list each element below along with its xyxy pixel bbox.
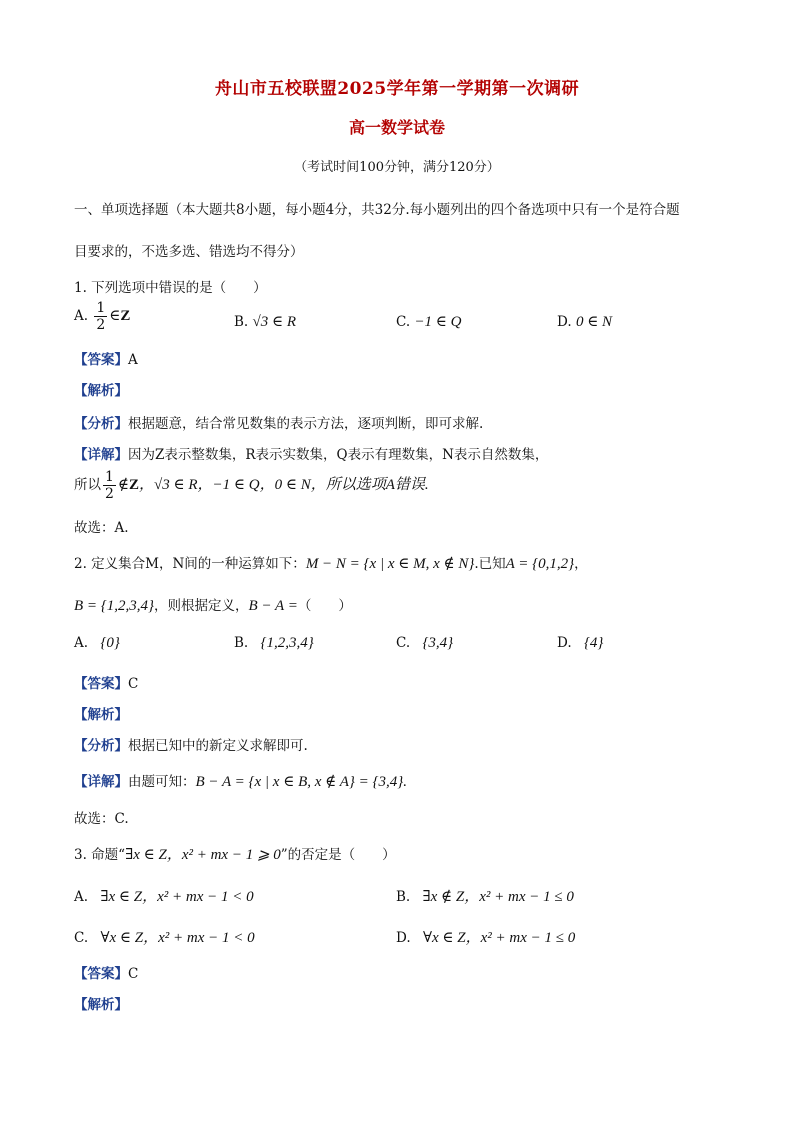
section-instructions-line1: 一、单项选择题（本大题共8小题，每小题4分，共32分.每小题列出的四个备选项中只有一个是符合题 <box>74 202 680 218</box>
exam-note: （考试时间100分钟，满分120分） <box>294 160 500 175</box>
q2-option-b-label: B. <box>234 635 249 651</box>
q3-option-b-formula: ∃x ∉ Z，x² + mx − 1 ≤ 0 <box>422 889 574 905</box>
q3-option-a-formula: ∃x ∈ Z，x² + mx − 1 < 0 <box>100 889 254 905</box>
q2-option-d-formula: {4} <box>583 635 604 651</box>
q2-option-a-formula: {0} <box>100 635 120 651</box>
q1-option-d <box>557 312 612 331</box>
q2-option-c-formula: {3,4} <box>422 635 454 651</box>
fenxi-label: 【分析】 <box>74 416 128 432</box>
q3-option-c-formula: ∀x ∈ Z，x² + mx − 1 < 0 <box>100 930 255 946</box>
q2-stem-formula2: A = {0,1,2} <box>505 556 575 572</box>
q3-option-a-label: A. <box>74 889 89 905</box>
q1-option-a: A. $\frac{1}{2}$ ∈Z <box>74 300 131 333</box>
fraction-one-half: $\frac{1}{2}$ <box>96 300 106 333</box>
q1-option-b-formula: √3 ∈ R <box>252 314 297 330</box>
q2-stem <box>74 552 588 573</box>
q1-option-a-label: A. <box>74 308 89 324</box>
section-instructions-line2: 目要求的，不选多选、错选均不得分） <box>74 244 304 260</box>
q1-detail <box>74 443 548 463</box>
exam-subtitle: 高一数学试卷 <box>348 118 445 137</box>
q2-option-a <box>74 635 120 652</box>
q3-option-a <box>74 885 254 906</box>
fraction-one-half: $\frac{1}{2}$ <box>105 469 114 502</box>
q2-detail-formula: B − A = {x | x ∈ B, x ∉ A} = {3,4}. <box>195 774 408 790</box>
q3-option-d-label: D. <box>396 930 411 946</box>
q2-stem-end: ， <box>574 556 588 572</box>
answer-label: 【答案】 <box>74 966 128 982</box>
q2-option-c <box>396 635 453 652</box>
detail-label: 【详解】 <box>74 774 128 790</box>
q3-option-d <box>396 926 575 947</box>
q2-option-b <box>234 635 314 652</box>
exam-title: 舟山市五校联盟2025学年第一学期第一次调研 <box>214 79 580 99</box>
q1-answer-value: A <box>128 352 138 368</box>
q3-stem-text: 3. 命题“ <box>74 847 126 863</box>
q3-option-c-label: C. <box>74 930 89 946</box>
q2-detail <box>74 770 407 791</box>
q2-answer-value: C <box>128 676 139 692</box>
q3-stem <box>74 843 396 864</box>
q1-option-c <box>396 312 462 331</box>
q2-stem-text: 2. 定义集合M，N间的一种运算如下： <box>74 556 306 572</box>
q2-fenxi <box>74 734 308 754</box>
q1-option-c-formula: −1 ∈ Q <box>414 314 462 330</box>
q2-stem-middle: .已知 <box>474 556 506 572</box>
q1-stem: 1. 下列选项中错误的是（ ） <box>74 280 267 296</box>
q1-option-c-label: C. <box>396 314 411 330</box>
q2-analysis-label: 【解析】 <box>74 707 128 723</box>
q2-option-d <box>557 635 603 652</box>
answer-label: 【答案】 <box>74 352 128 368</box>
q1-option-d-formula: 0 ∈ N <box>575 314 613 330</box>
fenxi-label: 【分析】 <box>74 738 128 754</box>
q3-option-d-formula: ∀x ∈ Z，x² + mx − 1 ≤ 0 <box>422 930 576 946</box>
q3-option-b <box>396 885 574 906</box>
q2-line2-text: ，则根据定义， <box>154 598 249 614</box>
q1-analysis-label: 【解析】 <box>74 383 128 399</box>
q3-stem-end: ”的否定是（ ） <box>280 847 396 863</box>
q2-line2-end: （ ） <box>297 598 352 614</box>
q2-detail-prefix: 由题可知： <box>128 774 196 790</box>
q2-option-a-label: A. <box>74 635 89 651</box>
q1-option-b <box>234 312 296 331</box>
q3-analysis-label: 【解析】 <box>74 997 128 1013</box>
q1-detail-line2-rest: ，√3 ∈ R，−1 ∈ Q，0 ∈ N，所以选项A错误. <box>139 477 429 493</box>
q2-stem-line2 <box>74 594 352 615</box>
q1-answer <box>74 348 138 368</box>
q3-option-b-label: B. <box>396 889 411 905</box>
q1-option-d-label: D. <box>557 314 572 330</box>
q2-choose: 故选：C. <box>74 811 129 827</box>
q1-detail-line2: 所以 $\frac{1}{2}$ ∉Z，√3 ∈ R，−1 ∈ Q，0 ∈ N，所以选项A错误. <box>74 469 429 502</box>
q3-stem-formula: ∃x ∈ Z，x² + mx − 1 ⩾ 0 <box>125 847 281 863</box>
q2-line2-formula2: B − A = <box>248 598 298 614</box>
q2-answer <box>74 672 138 692</box>
q3-option-c <box>74 926 255 947</box>
detail-label: 【详解】 <box>74 447 128 463</box>
q2-line2-formula: B = {1,2,3,4} <box>74 598 155 614</box>
answer-label: 【答案】 <box>74 676 128 692</box>
q1-detail-text: 因为Z表示整数集，R表示实数集，Q表示有理数集，N表示自然数集， <box>128 447 549 463</box>
q2-option-d-label: D. <box>557 635 572 651</box>
q1-fenxi-text: 根据题意，结合常见数集的表示方法，逐项判断，即可求解. <box>128 416 484 432</box>
q1-choose: 故选：A. <box>74 520 129 536</box>
q3-answer-value: C <box>128 966 139 982</box>
q2-fenxi-text: 根据已知中的新定义求解即可. <box>128 738 308 754</box>
q2-option-c-label: C. <box>396 635 411 651</box>
q2-stem-formula: M − N = {x | x ∈ M, x ∉ N} <box>305 556 475 572</box>
q2-option-b-formula: {1,2,3,4} <box>260 635 314 651</box>
q3-answer <box>74 962 138 982</box>
q1-fenxi <box>74 412 483 432</box>
q1-detail-line2-prefix: 所以 <box>74 477 101 493</box>
q1-option-b-label: B. <box>234 314 249 330</box>
